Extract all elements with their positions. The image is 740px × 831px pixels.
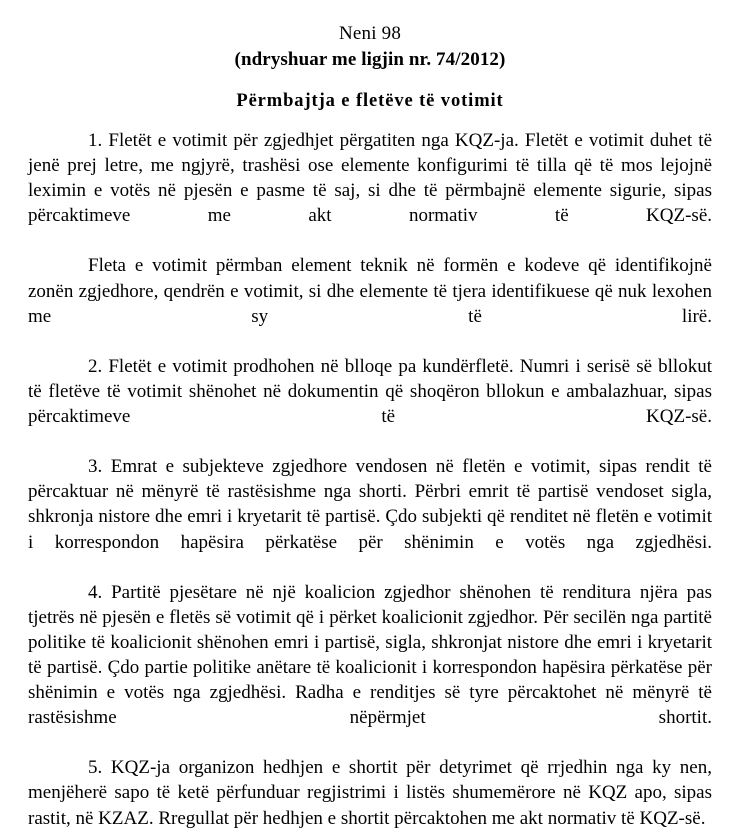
paragraph-3: 3. Emrat e subjekteve zgjedhore vendosen në fletën e votimit, sipas rendit të përcaktuar në mënyrë të rastësishme nga shorti. Përbri emrit të partisë vendoset sigla, shkronja nistore dhe emri i kryetarit të partisë. Çdo subjekti që renditet në fletën e votimit i korrespondon hapësira përkatëse për shënimin e votës nga zgjedhësi. [28, 456, 712, 553]
paragraph-5: 5. KQZ-ja organizon hedhjen e shortit për detyrimet që rrjedhin nga ky nen, menjëherë sapo të ketë përfunduar regjistrimi i listës shumemërore në KQZ apo, sipas rastit, në KZAZ. Rregullat për hedhjen e shortit përcaktohen me akt normativ të KQZ-së. [28, 757, 712, 829]
paragraph-4: 4. Partitë pjesëtare në një koalicion zgjedhor shënohen të renditura njëra pas tjetrës në pjesën e fletës së votimit që i përket koalicionit zgjedhor. Për secilën nga partitë politike të koalicionit shënohen emri i partisë, sigla, shkronjat nistore dhe emri i kryetarit të partisë. Çdo partie politike anëtare të koalicionit i korrespondon hapësira përkatëse për shënimin e votës nga zgjedhësi. Radha e renditjes së tyre përcaktohet në mënyrë të rastësishme nëpërmjet shortit. [28, 581, 712, 729]
document-heading [28, 0, 712, 73]
document-body [28, 114, 712, 831]
paragraph-2: 2. Fletët e votimit prodhohen në blloqe pa kundërfletë. Numri i serisë së bllokut të fletëve të votimit shënohet në dokumentin që shoqëron bllokun e ambalazhuar, sipas përcaktimeve të KQZ-së. [28, 355, 712, 428]
page-title: Neni 98 [338, 23, 402, 44]
paragraph-1-continued: Fleta e votimit përmban element teknik në formën e kodeve që identifikojnë zonën zgjedhore, qendrën e votimit, si dhe elemente të tjera identifikuese që nuk lexohen me sy të lirë. [28, 255, 712, 327]
paragraph-1: 1. Fletët e votimit për zgjedhjet përgatiten nga KQZ-ja. Fletët e votimit duhet të jenë prej letre, me ngjyrë, trashësi ose elemente konfigurimi të tilla që të mos lejojnë leximin e votës në pjesën e pasme të saj, si dhe të përmbajnë elemente sigurie, sipas përcaktimeve me akt normativ të KQZ-së. [28, 130, 712, 227]
section-heading: Përmbajtja e fletëve të votimit [236, 91, 504, 111]
amendment-subtitle: (ndryshuar me ligjin nr. 74/2012) [234, 49, 506, 70]
document-content [28, 0, 712, 831]
